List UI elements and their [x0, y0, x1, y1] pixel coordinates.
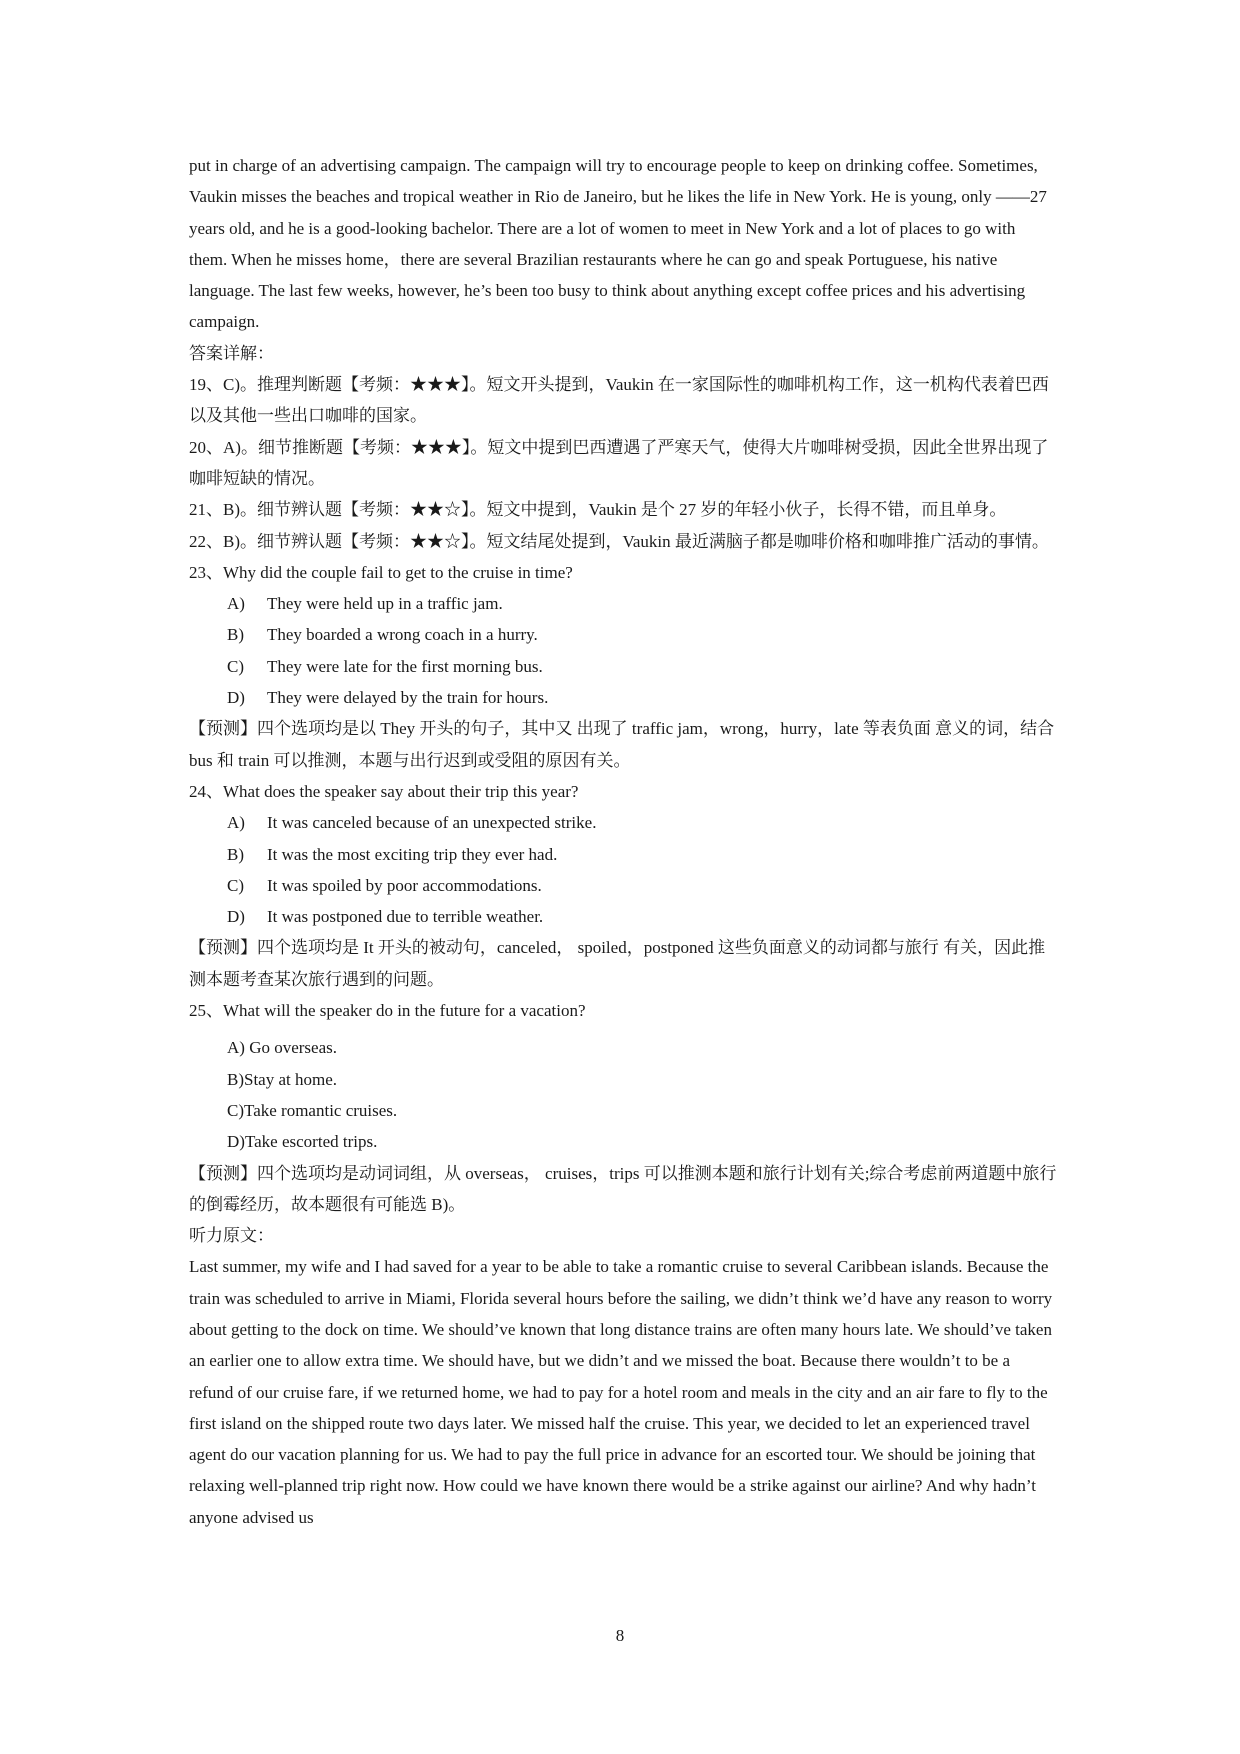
q24-option-a — [189, 807, 1057, 838]
option-text: It was canceled because of an unexpected strike. — [267, 813, 597, 833]
transcript-header: 听力原文： — [189, 1226, 274, 1246]
q23-option-a — [189, 588, 1057, 619]
q25-option-b: B)Stay at home. — [227, 1069, 338, 1089]
option-letter: B) — [227, 844, 244, 864]
option-text: They were held up in a traffic jam. — [267, 594, 503, 614]
q23-option-c — [189, 651, 1057, 682]
option-text: They were late for the first morning bus. — [267, 656, 543, 676]
q25-option-a: A) Go overseas. — [227, 1038, 337, 1058]
page-number: 8 — [615, 1626, 625, 1645]
option-letter: A) — [227, 813, 245, 833]
q24-option-c — [189, 870, 1057, 901]
answer-header: 答案详解： — [189, 343, 274, 363]
q24-option-b — [189, 839, 1057, 870]
q25-option-d: D)Take escorted trips. — [227, 1132, 378, 1152]
q24-option-d — [189, 901, 1057, 932]
question-24: 24、What does the speaker say about their trip this year? — [189, 781, 579, 801]
q24-prediction: 【预测】四个选项均是 It 开头的被动句，canceled， spoiled，postponed 这些负面意义的动词都与旅行 有关，因此推测本题考查某次旅行遇到的问题。 — [189, 938, 1046, 989]
answer-21: 21、B)。细节辨认题【考频：★★☆】。短文中提到，Vaukin 是个 27 岁的年轻小伙子，长得不错，而且单身。 — [189, 500, 1007, 520]
option-letter: D) — [227, 907, 245, 927]
q25-prediction: 【预测】四个选项均是动词词组，从 overseas， cruises，trips 可以推测本题和旅行计划有关;综合考虑前两道题中旅行的倒霉经历，故本题很有可能选 B)。 — [189, 1163, 1057, 1214]
answer-19: 19、C)。推理判断题【考频：★★★】。短文开头提到，Vaukin 在一家国际性的咖啡机构工作，这一机构代表着巴西以及其他一些出口咖啡的国家。 — [189, 375, 1049, 426]
transcript-paragraph: Last summer, my wife and I had saved for a year to be able to take a romantic cruise to several Caribbean islands. Because the train was scheduled to arrive in Miami, Florida several hours before the sailing, we didn’t think we’d have any reason to worry about getting to the dock on time. We should’ve known that long distance trains are often many hours late. We should’ve taken an earlier one to allow extra time. We should have, but we didn’t and we missed the boat. Because there wouldn’t to be a refund of our cruise fare, if we returned home, we had to pay for a hotel room and meals in the city and an air fare to fly to the first island on the shipped route two days later. We missed half the cruise. This year, we decided to let an experienced travel agent do our vacation planning for us. We had to pay the full price in advance for an escorted tour. We should be joining that relaxing well-planned trip right now. How could we have known there would be a strike against our airline? And why hadn’t anyone advised us — [189, 1257, 1053, 1527]
option-letter: D) — [227, 688, 245, 708]
option-letter: C) — [227, 875, 244, 895]
question-25: 25、What will the speaker do in the future for a vacation? — [189, 1001, 586, 1021]
q23-prediction: 【预测】四个选项均是以 They 开头的句子，其中又 出现了 traffic jam，wrong，hurry，late 等表负面 意义的词，结合 bus 和 train 可以推测，本题与出行迟到或受阻的原因有关。 — [189, 719, 1055, 770]
answer-20: 20、A)。细节推断题【考频：★★★】。短文中提到巴西遭遇了严寒天气，使得大片咖啡树受损，因此全世界出现了咖啡短缺的情况。 — [189, 437, 1049, 488]
option-text: It was the most exciting trip they ever had. — [267, 844, 558, 864]
q23-option-b — [189, 619, 1057, 650]
option-text: It was postponed due to terrible weather. — [267, 907, 544, 927]
option-text: They were delayed by the train for hours. — [267, 688, 549, 708]
option-letter: A) — [227, 594, 245, 614]
option-letter: B) — [227, 625, 244, 645]
option-letter: C) — [227, 656, 244, 676]
question-23: 23、Why did the couple fail to get to the cruise in time? — [189, 562, 573, 582]
intro-paragraph: put in charge of an advertising campaign. The campaign will try to encourage people to keep on drinking coffee. Sometimes, Vaukin misses the beaches and tropical weather in Rio de Janeiro, but he likes the life in New York. He is young, only ——27 years old, and he is a good-looking bachelor. There are a lot of women to meet in New York and a lot of places to go with them. When he misses home，there are several Brazilian restaurants where he can go and speak Portuguese, his native language. The last few weeks, however, he’s been too busy to think about anything except coffee prices and his advertising campaign. — [189, 156, 1047, 332]
option-text: They boarded a wrong coach in a hurry. — [267, 625, 538, 645]
q23-option-d — [189, 682, 1057, 713]
document-page — [189, 150, 1057, 1533]
q25-option-c: C)Take romantic cruises. — [227, 1100, 398, 1120]
option-text: It was spoiled by poor accommodations. — [267, 875, 542, 895]
answer-22: 22、B)。细节辨认题【考频：★★☆】。短文结尾处提到，Vaukin 最近满脑子都是咖啡价格和咖啡推广活动的事情。 — [189, 531, 1049, 551]
